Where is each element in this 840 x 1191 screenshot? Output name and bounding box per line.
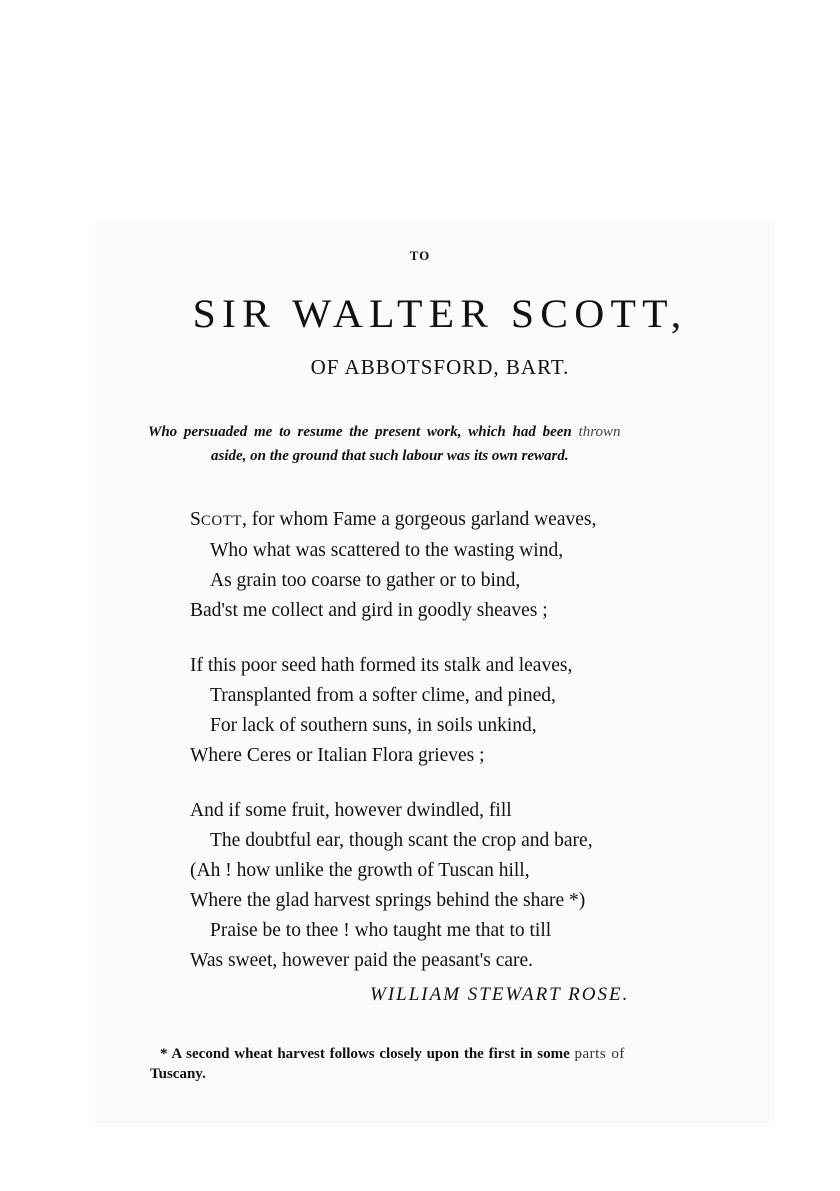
dedication-note-line-1-faint: thrown xyxy=(578,424,621,440)
small-caps-rest: COTT xyxy=(200,513,243,529)
footnote-text-bold: * A second wheat harvest follows closely upon the first in some xyxy=(160,1046,570,1062)
dedication-note-line-2: aside, on the ground that such labour was its own reward. xyxy=(211,448,569,464)
stanza-1 xyxy=(190,505,710,626)
dedication-to-label: TO xyxy=(409,248,431,263)
poem-line: And if some fruit, however dwindled, fill xyxy=(190,800,512,821)
poem-line: As grain too coarse to gather or to bind, xyxy=(210,570,521,591)
poem-line: Transplanted from a softer clime, and pined, xyxy=(210,685,556,706)
poem-line: Was sweet, however paid the peasant's care. xyxy=(190,950,534,971)
dedication-note-line-1 xyxy=(148,420,738,444)
poem-line: Where the glad harvest springs behind the share *) xyxy=(190,890,586,911)
stanza-2 xyxy=(190,651,710,771)
footnote-line-2: Tuscany. xyxy=(150,1066,206,1082)
footnote xyxy=(150,1044,740,1084)
poem-line: For lack of southern suns, in soils unkind, xyxy=(210,715,537,736)
poem-line: Bad'st me collect and gird in goodly sheaves ; xyxy=(190,600,548,621)
poem-line-text: , for whom Fame a gorgeous garland weaves, xyxy=(242,509,597,530)
sonnet xyxy=(190,505,710,1001)
poem-line: Who what was scattered to the wasting wind, xyxy=(210,540,564,561)
poem-line: Where Ceres or Italian Flora grieves ; xyxy=(190,745,485,766)
author-signature: WILLIAM STEWART ROSE. xyxy=(370,984,630,1005)
poem-line: The doubtful ear, though scant the crop and bare, xyxy=(210,830,593,851)
poem-line: (Ah ! how unlike the growth of Tuscan hill, xyxy=(190,860,530,881)
poem-line xyxy=(190,505,710,536)
footnote-line-1 xyxy=(150,1044,740,1064)
footnote-text-light: parts of xyxy=(574,1046,625,1062)
poem-line: Praise be to thee ! who taught me that to till xyxy=(210,920,552,941)
dedicatee-subtitle: OF ABBOTSFORD, BART. xyxy=(310,355,570,379)
dedicatee-title: SIR WALTER SCOTT, xyxy=(192,291,688,336)
dedication-note-line-1-bold: Who persuaded me to resume the present work, which had been xyxy=(148,424,572,440)
small-caps-initial: S xyxy=(190,509,201,530)
dedication-note xyxy=(148,420,738,468)
stanza-3 xyxy=(190,796,710,976)
poem-line: If this poor seed hath formed its stalk and leaves, xyxy=(190,655,573,676)
